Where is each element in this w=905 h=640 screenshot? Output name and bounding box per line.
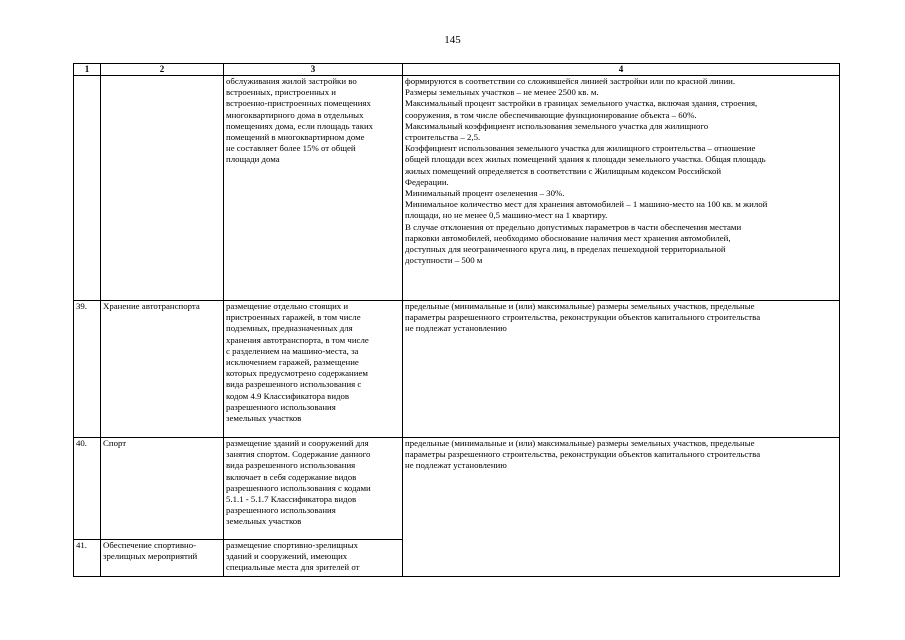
table-row [74,301,840,438]
row-description: обслуживания жилой застройки во встроенных, пристроенных и встроенно-пристроенных помещениях многоквартирного дома в отдельных помещениях дома, если площадь таких помещений в многоквартирном доме не составляет более 15% от общей площади дома [224,76,403,301]
row-description: размещение зданий и сооружений для занятия спортом. Содержание данного вида разрешенного использования включает в себя содержание видов разрешенного использования с кодами 5.1.1 - 5.1.7 Классификатора видов разрешенного использования земельных участков [224,438,403,540]
header-col-3: 3 [224,64,403,76]
header-row [74,64,840,76]
row-params: предельные (минимальные и (или) максимальные) размеры земельных участков, предельные параметры разрешенного строительства, реконструкции объектов капитального строительства не подлежат установлению [403,301,840,438]
row-name: Спорт [101,438,224,540]
row-name: Хранение автотранспорта [101,301,224,438]
row-params: предельные (минимальные и (или) максимальные) размеры земельных участков, предельные параметры разрешенного строительства, реконструкции объектов капитального строительства не подлежат установлению [403,438,840,577]
row-description: размещение спортивно-зрелищных зданий и сооружений, имеющих специальные места для зрителей от [224,540,403,577]
row-name [101,76,224,301]
header-col-4: 4 [403,64,840,76]
row-params: формируются в соответствии со сложившейся линией застройки или по красной линии. Размеры земельных участков – не менее 2500 кв. м. Максимальный процент застройки в границах земельного участка, включая здания, строения, сооружения, в том числе обеспечивающие функционирование объекта – 60%. Максимальный коэффициент использования земельного участка для жилищного строительства – 2,5. Коэффициент использования земельного участка для жилищного строительства – отношение общей площади всех жилых помещений здания к площади земельного участка. Общая площадь жилых помещений определяется в соответствии с Жилищным кодексом Российской Федерации. Минимальный процент озеленения – 30%. Минимальное количество мест для хранения автомобилей – 1 машино-место на 100 кв. м жилой площади, но не менее 0,5 машино-мест на 1 квартиру. В случае отклонения от предельно допустимых параметров в части обеспечения местами парковки автомобилей, необходимо обоснование наличия мест хранения автомобилей, доступных для неограниченного круга лиц, в пределах пешеходной территориальной доступности – 500 м [403,76,840,301]
land-use-table [73,63,840,577]
page-number: 145 [444,34,461,46]
table-row [74,76,840,301]
table-row [74,438,840,540]
row-name: Обеспечение спортивно- зрелищных мероприятий [101,540,224,577]
row-number: 41. [74,540,101,577]
row-number [74,76,101,301]
row-description: размещение отдельно стоящих и пристроенных гаражей, в том числе подземных, предназначенных для хранения автотранспорта, в том числе с разделением на машино-места, за исключением гаражей, размещение которых предусмотрено содержанием вида разрешенного использования с кодом 4.9 Классификатора видов разрешенного использования земельных участков [224,301,403,438]
row-number: 39. [74,301,101,438]
header-col-1: 1 [74,64,101,76]
header-col-2: 2 [101,64,224,76]
row-number: 40. [74,438,101,540]
